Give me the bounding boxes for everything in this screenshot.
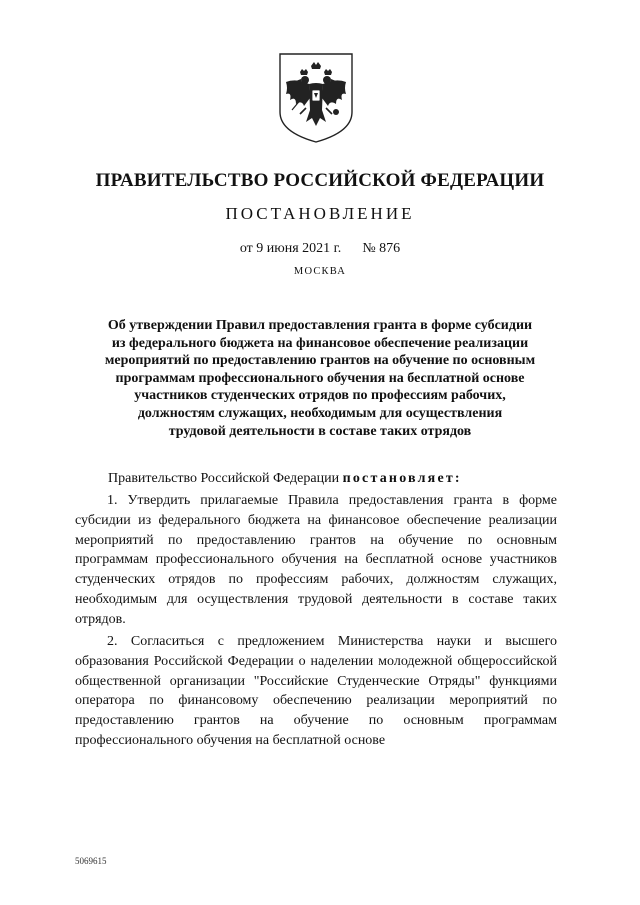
decree-date-number: [0, 241, 640, 257]
heading-line: программам профессионального обучения на бесплатной основе: [115, 370, 525, 386]
heading-line: Об утверждении Правил предоставления гранта в форме субсидии: [107, 318, 533, 333]
government-title: ПРАВИТЕЛЬСТВО РОССИЙСКОЙ ФЕДЕРАЦИИ: [95, 170, 545, 191]
decree-number: 876: [379, 241, 401, 256]
heading-line: участников студенческих отрядов по профессиям рабочих,: [134, 388, 506, 404]
paragraph-1: 1. Утвердить прилагаемые Правила предоставления гранта в форме субсидии из федерального бюджета на финансовое обеспечение реализации мероприятий по предоставлению грантов на обучение по основным программам профессионального обучения на бесплатной основе участников студенческих отрядов по профессиям рабочих, должностям служащих, необходимым для осуществления трудовой деятельности в составе таких отрядов.: [75, 493, 557, 627]
heading-line: трудовой деятельности в составе таких отрядов: [168, 423, 472, 439]
document-heading: [70, 317, 570, 440]
intro-spaced-verb: постановляет:: [342, 471, 462, 486]
intro-text: Правительство Российской Федерации: [108, 471, 340, 486]
decree-city: МОСКВА: [293, 266, 347, 277]
paragraph-2: 2. Согласиться с предложением Министерства науки и высшего образования Российской Федерации о наделении молодежной общероссийской общественной организации "Российские Студенческие Отряды" функциями оператора по финансовому обеспечению реализации мероприятий по предоставлению грантов на обучение по основным программам профессионального обучения на бесплатной основе: [75, 634, 557, 748]
decree-date: от 9 июня 2021 г.: [239, 241, 342, 256]
coat-of-arms: [276, 52, 356, 144]
heading-line: должностям служащих, необходимым для осуществления: [137, 405, 503, 421]
number-sign: №: [362, 241, 376, 256]
heading-line: мероприятий по предоставлению грантов на обучение по основным: [104, 353, 536, 369]
double-headed-eagle-icon: [276, 52, 356, 144]
document-code: 5069615: [75, 856, 107, 866]
heading-line: из федерального бюджета на финансовое обеспечение реализации: [111, 335, 529, 351]
intro-line: [108, 471, 462, 487]
document-type: ПОСТАНОВЛЕНИЕ: [225, 204, 415, 223]
